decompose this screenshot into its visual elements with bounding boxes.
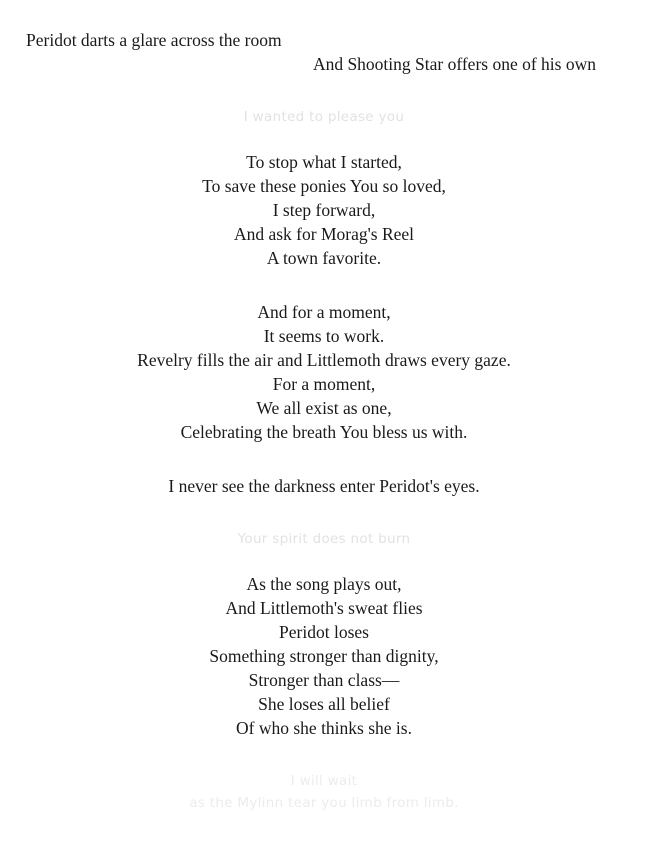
spacer	[26, 444, 622, 474]
poem-line: I step forward,	[272, 200, 376, 220]
stanza-2	[26, 300, 622, 444]
poem-line: And Littlemoth's sweat flies	[225, 598, 423, 618]
opening-line-right: And Shooting Star offers one of his own	[312, 54, 596, 74]
poem-line: Celebrating the breath You bless us with.	[180, 422, 468, 442]
spacer	[26, 76, 622, 106]
poem-line: Stronger than class—	[248, 670, 400, 690]
spacer	[26, 270, 622, 300]
poem-line: I never see the darkness enter Peridot's eyes.	[168, 476, 480, 496]
poem-line: To stop what I started,	[246, 152, 402, 172]
stanza-3	[26, 474, 622, 498]
whisper-line-2: Your spirit does not burn	[237, 531, 411, 547]
whisper-line-1: I wanted to please you	[243, 109, 405, 125]
spacer	[26, 550, 622, 572]
poem-line: To save these ponies You so loved,	[202, 176, 446, 196]
poem-line: As the song plays out,	[246, 574, 402, 594]
whisper-line-3b: as the Mylinn tear you limb from limb.	[189, 795, 459, 811]
poem-line: It seems to work.	[263, 326, 385, 346]
poem-line: Peridot loses	[279, 622, 369, 642]
opening-line-left: Peridot darts a glare across the room	[26, 30, 282, 50]
spacer	[26, 498, 622, 528]
poem-line: Something stronger than dignity,	[209, 646, 439, 666]
spacer	[26, 740, 622, 770]
poem-line: And for a moment,	[257, 302, 391, 322]
whisper-line-3a: I will wait	[290, 773, 358, 789]
poem-line: And ask for Morag's Reel	[233, 224, 415, 244]
poem-line: Revelry fills the air and Littlemoth draws every gaze.	[137, 350, 511, 370]
poem-line: She loses all belief	[258, 694, 390, 714]
poem-line: For a moment,	[272, 374, 376, 394]
stanza-1	[26, 150, 622, 270]
poem-line: We all exist as one,	[256, 398, 392, 418]
spacer	[26, 128, 622, 150]
poem-line: Of who she thinks she is.	[236, 718, 412, 738]
stanza-4	[26, 572, 622, 740]
poem-line: A town favorite.	[266, 248, 382, 268]
